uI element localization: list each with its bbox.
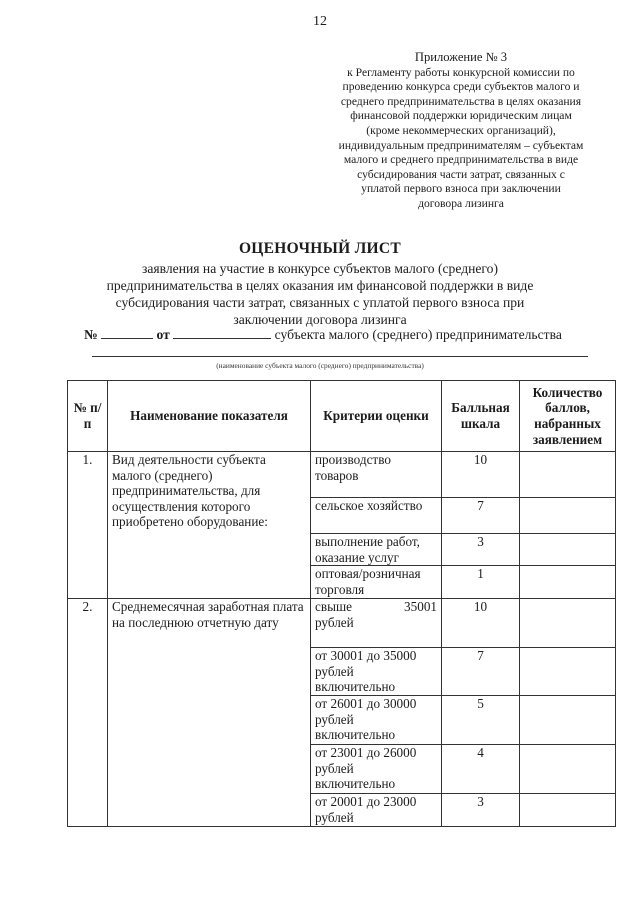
criteria-text: от 26001 до 30000 — [315, 695, 417, 711]
appendix-line: (кроме некоммерческих организаций), — [366, 123, 556, 137]
score-cell: 7 — [442, 498, 520, 534]
criteria-text: свыше — [315, 599, 352, 615]
subject-name-caption: (наименование субъекта малого (среднего) предпринимательства) — [216, 361, 424, 370]
subtitle-line: заявления на участие в конкурсе субъектов малого (среднего) — [142, 261, 498, 276]
criteria-text: рублей включительно — [315, 663, 396, 695]
subtitle-line: предпринимательства в целях оказания им финансовой поддержки в виде — [106, 278, 534, 293]
criteria-cell — [311, 648, 442, 696]
criteria-cell — [311, 599, 442, 648]
appendix-line: к Регламенту работы конкурсной комиссии по — [347, 65, 575, 79]
evaluation-table — [67, 380, 616, 827]
criteria-text: от 20001 до 23000 — [315, 793, 417, 809]
header-points: Количество баллов, набранных заявлением — [520, 381, 616, 452]
header-criteria: Критерии оценки — [311, 381, 442, 452]
subtitle-line: заключении договора лизинга — [233, 312, 407, 327]
date-label: от — [156, 327, 170, 342]
criteria-text: от 30001 до 35000 — [315, 648, 417, 664]
criteria-cell: сельское хозяйство — [311, 498, 442, 534]
criteria-text: рублей — [315, 809, 354, 825]
table-header-row — [68, 381, 616, 452]
criteria-text: рублей — [315, 614, 354, 630]
document-title: ОЦЕНОЧНЫЙ ЛИСТ — [238, 240, 402, 257]
score-cell: 5 — [442, 695, 520, 744]
appendix-line: договора лизинга — [418, 196, 504, 210]
score-cell: 3 — [442, 534, 520, 566]
number-blank — [101, 327, 153, 339]
appendix-line: индивидуальным предпринимателям – субъектам — [338, 138, 584, 152]
subtitle-line: субсидирования части затрат, связанных с уплатой первого взноса при — [115, 295, 525, 310]
criteria-text: рублей включительно — [315, 760, 396, 792]
criteria-cell — [311, 793, 442, 826]
score-cell: 4 — [442, 744, 520, 793]
criteria-cell: оптовая/розничная торговля — [311, 566, 442, 599]
points-cell — [520, 534, 616, 566]
appendix-line: субсидирования части затрат, связанных с — [357, 167, 565, 181]
appendix-line: уплатой первого взноса при заключении — [361, 182, 561, 196]
indicator-cell: Вид деятельности субъекта малого (среднего) предпринимательства, для осуществления которого приобретено оборудование: — [108, 452, 311, 599]
header-indicator: Наименование показателя — [108, 381, 311, 452]
date-blank — [173, 327, 271, 339]
points-cell — [520, 744, 616, 793]
number-line-tail: субъекта малого (среднего) предпринимательства — [274, 327, 562, 342]
indicator-cell: Среднемесячная заработная плата на последнюю отчетную дату — [108, 599, 311, 827]
number-label: № — [84, 327, 98, 342]
appendix-note — [316, 50, 606, 212]
subject-name-blank — [92, 356, 588, 357]
points-cell — [520, 599, 616, 648]
criteria-text: от 23001 до 26000 — [315, 744, 417, 760]
points-cell — [520, 648, 616, 696]
score-cell: 10 — [442, 452, 520, 498]
points-cell — [520, 498, 616, 534]
header-num: № п/п — [68, 381, 108, 452]
points-cell — [520, 452, 616, 498]
score-cell: 7 — [442, 648, 520, 696]
criteria-cell — [311, 744, 442, 793]
header-scale: Балльная шкала — [442, 381, 520, 452]
appendix-line: малого и среднего предпринимательства в виде — [343, 153, 579, 167]
application-number-line — [84, 327, 562, 343]
points-cell — [520, 695, 616, 744]
document-subtitle — [0, 260, 640, 328]
criteria-first-line — [315, 599, 437, 615]
score-cell: 3 — [442, 793, 520, 826]
section-number: 2. — [68, 599, 108, 827]
criteria-cell: производство товаров — [311, 452, 442, 498]
points-cell — [520, 566, 616, 599]
criteria-cell: выполнение работ, оказание услуг — [311, 534, 442, 566]
appendix-line: финансовой поддержки юридическим лицам — [350, 109, 572, 123]
score-cell: 10 — [442, 599, 520, 648]
appendix-line: Приложение № 3 — [414, 50, 508, 64]
points-cell — [520, 793, 616, 826]
criteria-text: рублей включительно — [315, 711, 396, 743]
table-row — [68, 452, 616, 498]
criteria-text: 35001 — [404, 599, 437, 615]
section-number: 1. — [68, 452, 108, 599]
appendix-line: среднего предпринимательства в целях оказания — [340, 94, 582, 108]
table-row — [68, 599, 616, 648]
page-number: 12 — [313, 14, 327, 29]
criteria-cell — [311, 695, 442, 744]
score-cell: 1 — [442, 566, 520, 599]
appendix-line: проведению конкурса среди субъектов малого и — [342, 80, 580, 94]
